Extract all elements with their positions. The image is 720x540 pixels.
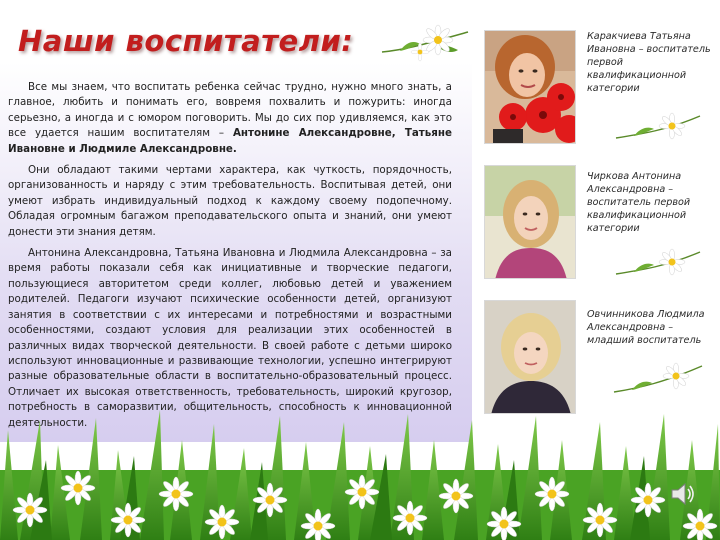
teacher-caption-1: Каракчиева Татьяна Ивановна – воспитатель первой квалификационной категории [587, 31, 711, 94]
paragraph-1-bold-names: Антонине Александровне, Татьяне Ивановне и Людмиле Александровне. [8, 127, 452, 155]
daisy-sprig-icon [610, 358, 706, 402]
slide-title: Наши воспитатели: [18, 24, 354, 58]
teacher-photo-3 [484, 300, 576, 414]
daisy-sprig-icon [612, 108, 704, 148]
body-text [8, 80, 452, 437]
speaker-icon[interactable] [668, 480, 696, 508]
daisy-sprig-icon [612, 244, 704, 284]
paragraph-1 [8, 80, 452, 157]
daisy-sprig-icon [380, 22, 470, 66]
paragraph-2: Они обладают такими чертами характера, как чуткость, порядочность, организованность и наряду с этим требовательность. Воспитывая детей, они умеют избрать индивидуальный подход к каждому своему подопечному. Обладая огромным багажом преподавательского опыта и знаний, они умеют донести эти знания детям. [8, 164, 452, 238]
paragraph-1-text: Все мы знаем, что воспитать ребенка сейчас трудно, нужно много знать, а главное, любить и понимать его, вовремя похвалить и пожурить: иногда серьезно, а иногда и с юмором поговорить. Мы до сих пор удивляемся, как это все удается нашим воспитателям – [8, 81, 452, 140]
paragraph-3: Антонина Александровна, Татьяна Ивановна и Людмила Александровна – за время работы показали себя как инициативные и творческие педагоги, пользующиеся авторитетом среди коллег, любовью детей и уважением родителей. Педагоги изучают психические особенности детей, организуют занятия в соответствии с их интересами и потребностями и возрастными особенностями, создают условия для реализации этих особенностей в различных видах творческой деятельности. В своей работе с детьми широко используют инновационные и развивающие технологии, успешно интегрируют разные образовательные области в воспитательно-образовательный процесс. Отличает их высокая ответственность, требовательность, широкий кругозор, потребность в саморазвитии, общительность, способность к инновационной деятельности. [8, 247, 452, 429]
teacher-photo-1 [484, 30, 576, 144]
teacher-photo-2 [484, 165, 576, 279]
daisy-meadow [0, 410, 720, 540]
teacher-caption-3: Овчинникова Людмила Александровна – младший воспитатель [587, 309, 705, 346]
teacher-caption-2: Чиркова Антонина Александровна – воспитатель первой квалификационной категории [587, 171, 691, 234]
